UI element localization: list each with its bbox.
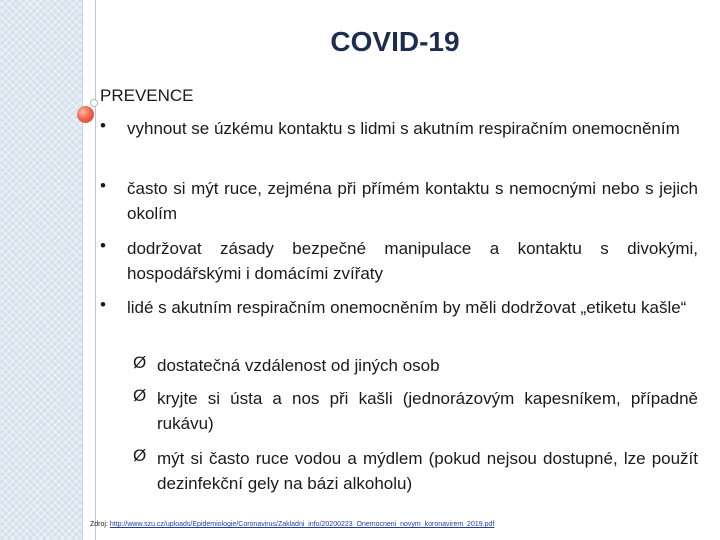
bullet-item-2: často si mýt ruce, zejména při přímém kontaktu s nemocnými nebo s jejich okolím bbox=[127, 179, 698, 223]
sub-bullet-item-2: kryjte si ústa a nos při kašli (jednorázovým kapesníkem, případně rukávu) bbox=[157, 389, 698, 433]
arrow-icon: Ø bbox=[133, 386, 147, 405]
slide-title: COVID-19 bbox=[330, 26, 460, 57]
source-label: Zdroj: bbox=[90, 521, 108, 528]
decorative-side-panel bbox=[0, 0, 83, 540]
bullet-marker: • bbox=[100, 176, 106, 195]
bullet-marker: • bbox=[100, 116, 106, 135]
decorative-red-circle bbox=[77, 106, 94, 123]
decorative-small-circle bbox=[90, 99, 98, 107]
decorative-vertical-line bbox=[95, 0, 96, 540]
arrow-icon: Ø bbox=[133, 353, 147, 372]
bullet-item-4: lidé s akutním respiračním onemocněním by měli dodržovat „etiketu kašle“ bbox=[127, 298, 687, 317]
source-note bbox=[90, 521, 494, 528]
bullet-item-1: vyhnout se úzkému kontaktu s lidmi s akutním respiračním onemocněním bbox=[127, 119, 680, 138]
sub-bullet-item-3: mýt si často ruce vodou a mýdlem (pokud nejsou dostupné, lze použít dezinfekční gely na bázi alkoholu) bbox=[157, 449, 698, 493]
section-heading: PREVENCE bbox=[100, 86, 194, 105]
source-link[interactable]: http://www.szu.cz/uploads/Epidemiologie/Coronavirus/Zakladni_info/20200223_Onemocneni_novym_koronavirem_2019.pdf bbox=[109, 521, 495, 528]
bullet-marker: • bbox=[100, 236, 106, 255]
bullet-marker: • bbox=[100, 295, 106, 314]
sub-bullet-item-1: dostatečná vzdálenost od jiných osob bbox=[157, 356, 440, 375]
arrow-icon: Ø bbox=[133, 446, 147, 465]
bullet-item-3: dodržovat zásady bezpečné manipulace a kontaktu s divokými, hospodářskými i domácími zvířaty bbox=[127, 239, 698, 283]
